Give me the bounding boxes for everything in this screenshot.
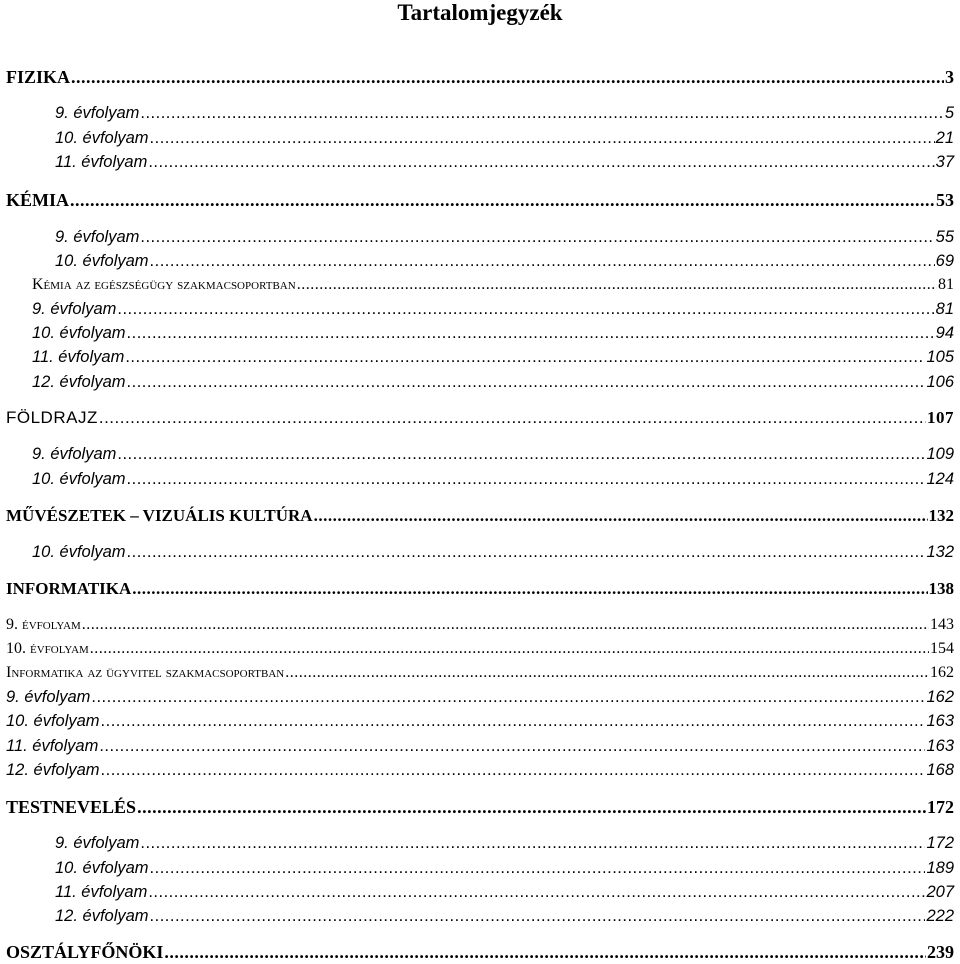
toc-entry-label: 10. évfolyam	[55, 252, 149, 270]
leader-dots	[117, 443, 925, 465]
toc-entry-kemia-egeszsegugy[interactable]	[32, 274, 954, 296]
leader-dots	[150, 250, 935, 272]
toc-entry-page: 81	[935, 300, 954, 318]
toc-entry[interactable]	[32, 443, 954, 465]
toc-entry-page: 222	[926, 907, 954, 925]
toc-entry-testneveles[interactable]	[6, 796, 954, 818]
toc-entry[interactable]	[55, 250, 954, 272]
toc-entry-label: 11. évfolyam	[32, 348, 125, 366]
toc-entry-label: 12. évfolyam	[6, 761, 100, 779]
toc-entry-page: 5	[944, 104, 954, 122]
toc-entry[interactable]	[55, 102, 954, 124]
leader-dots	[91, 686, 925, 708]
toc-entry-page: 106	[926, 373, 954, 391]
toc-entry[interactable]	[6, 614, 954, 636]
toc-entry-muveszetek[interactable]	[6, 505, 954, 527]
leader-dots	[117, 298, 934, 320]
leader-dots	[127, 468, 926, 490]
leader-dots	[82, 614, 929, 636]
toc-entry-page: 105	[926, 348, 954, 366]
toc-entry-page: 21	[935, 129, 954, 147]
leader-dots	[285, 662, 929, 684]
toc-entry-page: 55	[935, 228, 954, 246]
leader-dots	[148, 151, 934, 173]
toc-entry-page: 109	[926, 445, 954, 463]
toc-entry-page: 189	[926, 859, 954, 877]
leader-dots	[150, 857, 926, 879]
toc-entry[interactable]	[6, 735, 954, 757]
toc-entry[interactable]	[32, 322, 954, 344]
leader-dots	[140, 832, 925, 854]
toc-entry-label: Kémia az egészségügy szakmacsoportban	[32, 276, 296, 293]
toc-entry[interactable]	[6, 710, 954, 732]
toc-entry-label: INFORMATIKA	[6, 579, 132, 598]
toc-entry-page: 207	[926, 883, 954, 901]
toc-entry-label: 9. évfolyam	[55, 228, 140, 246]
leader-dots	[150, 127, 935, 149]
toc-entry-kemia[interactable]	[6, 189, 954, 211]
toc-entry-label: 12. évfolyam	[55, 907, 149, 925]
toc-entry-page: 162	[930, 664, 954, 681]
toc-entry-page: 163	[926, 737, 954, 755]
leader-dots	[132, 578, 927, 600]
toc-entry[interactable]	[6, 638, 954, 660]
toc-entry-informatika[interactable]	[6, 578, 954, 600]
toc-entry-page: 94	[935, 324, 954, 342]
toc-entry-page: 138	[928, 579, 954, 598]
leader-dots	[164, 941, 926, 963]
toc-entry-label: 10. évfolyam	[32, 470, 126, 488]
toc-entry-foldrajz[interactable]	[6, 407, 954, 429]
toc-entry-page: 163	[926, 712, 954, 730]
toc-entry-page: 168	[926, 761, 954, 779]
toc-entry[interactable]	[55, 857, 954, 879]
toc-entry-label: 9. évfolyam	[6, 688, 91, 706]
toc-entry-page: 132	[928, 506, 954, 525]
leader-dots	[140, 226, 934, 248]
toc-entry-page: 132	[926, 543, 954, 561]
toc-entry[interactable]	[55, 881, 954, 903]
toc-entry-label: 11. évfolyam	[55, 883, 148, 901]
leader-dots	[101, 710, 926, 732]
leader-dots	[127, 541, 926, 563]
leader-dots	[127, 322, 935, 344]
toc-entry[interactable]	[32, 371, 954, 393]
toc-entry[interactable]	[55, 905, 954, 927]
leader-dots	[148, 881, 925, 903]
leader-dots	[125, 346, 925, 368]
toc-entry-page: 154	[930, 640, 954, 657]
toc-entry-label: FIZIKA	[6, 67, 71, 87]
toc-entry[interactable]	[55, 226, 954, 248]
toc-entry[interactable]	[32, 346, 954, 368]
toc-entry-label: 10. évfolyam	[6, 640, 89, 657]
toc-entry[interactable]	[32, 298, 954, 320]
toc-entry-page: 172	[926, 834, 954, 852]
toc-entry-page: 239	[927, 942, 954, 962]
toc-entry-label: 10. évfolyam	[32, 543, 126, 561]
toc-entry-page: 53	[936, 190, 954, 210]
leader-dots	[150, 905, 926, 927]
toc-entry-page: 37	[935, 153, 954, 171]
toc-entry[interactable]	[32, 541, 954, 563]
toc-entry[interactable]	[6, 686, 954, 708]
toc-entry[interactable]	[55, 151, 954, 173]
leader-dots	[71, 66, 944, 88]
toc-entry-label: 10. évfolyam	[55, 859, 149, 877]
toc-entry[interactable]	[6, 759, 954, 781]
leader-dots	[137, 796, 926, 818]
toc-entry-page: 107	[927, 408, 954, 427]
page-title: Tartalomjegyzék	[397, 0, 563, 25]
toc-entry-label: 10. évfolyam	[32, 324, 126, 342]
toc-entry-page: 81	[938, 276, 954, 293]
leader-dots	[314, 505, 928, 527]
toc-entry-page: 162	[926, 688, 954, 706]
toc-entry-label: 10. évfolyam	[55, 129, 149, 147]
toc-entry-label: 12. évfolyam	[32, 373, 126, 391]
toc-entry-label: 9. évfolyam	[32, 445, 117, 463]
leader-dots	[90, 638, 929, 660]
toc-entry[interactable]	[55, 127, 954, 149]
toc-entry-label: 10. évfolyam	[6, 712, 100, 730]
toc-entry-label: 11. évfolyam	[55, 153, 148, 171]
toc-entry-label: 11. évfolyam	[6, 737, 99, 755]
toc-entry-osztalyfonoki[interactable]	[6, 941, 954, 963]
toc-entry-label: Informatika az ügyvitel szakmacsoportban	[6, 664, 285, 681]
toc-entry-label: 9. évfolyam	[32, 300, 117, 318]
toc-entry-label: 9. évfolyam	[55, 834, 140, 852]
toc-entry[interactable]	[32, 468, 954, 490]
toc-entry-label: FÖLDRAJZ	[6, 408, 98, 427]
toc-entry-informatika-ugyvitel[interactable]	[6, 662, 954, 684]
leader-dots	[99, 735, 925, 757]
toc-entry-label: MŰVÉSZETEK – VIZUÁLIS KULTÚRA	[6, 506, 313, 525]
leader-dots	[70, 189, 935, 211]
toc-entry-page: 124	[926, 470, 954, 488]
leader-dots	[101, 759, 926, 781]
toc-entry-page: 69	[935, 252, 954, 270]
toc-entry-label: KÉMIA	[6, 190, 69, 210]
leader-dots	[297, 274, 937, 296]
toc-entry-label: 9. évfolyam	[6, 616, 81, 633]
leader-dots	[99, 407, 926, 429]
toc-entry-label: OSZTÁLYFŐNÖKI	[6, 942, 164, 962]
toc-entry-label: 9. évfolyam	[55, 104, 140, 122]
toc-entry-page: 143	[930, 616, 954, 633]
toc-entry-label: TESTNEVELÉS	[6, 797, 137, 817]
toc-entry-fizika[interactable]	[6, 66, 954, 88]
leader-dots	[127, 371, 926, 393]
toc-entry[interactable]	[55, 832, 954, 854]
toc-entry-page: 172	[927, 797, 954, 817]
toc-entry-page: 3	[945, 67, 954, 87]
leader-dots	[140, 102, 943, 124]
